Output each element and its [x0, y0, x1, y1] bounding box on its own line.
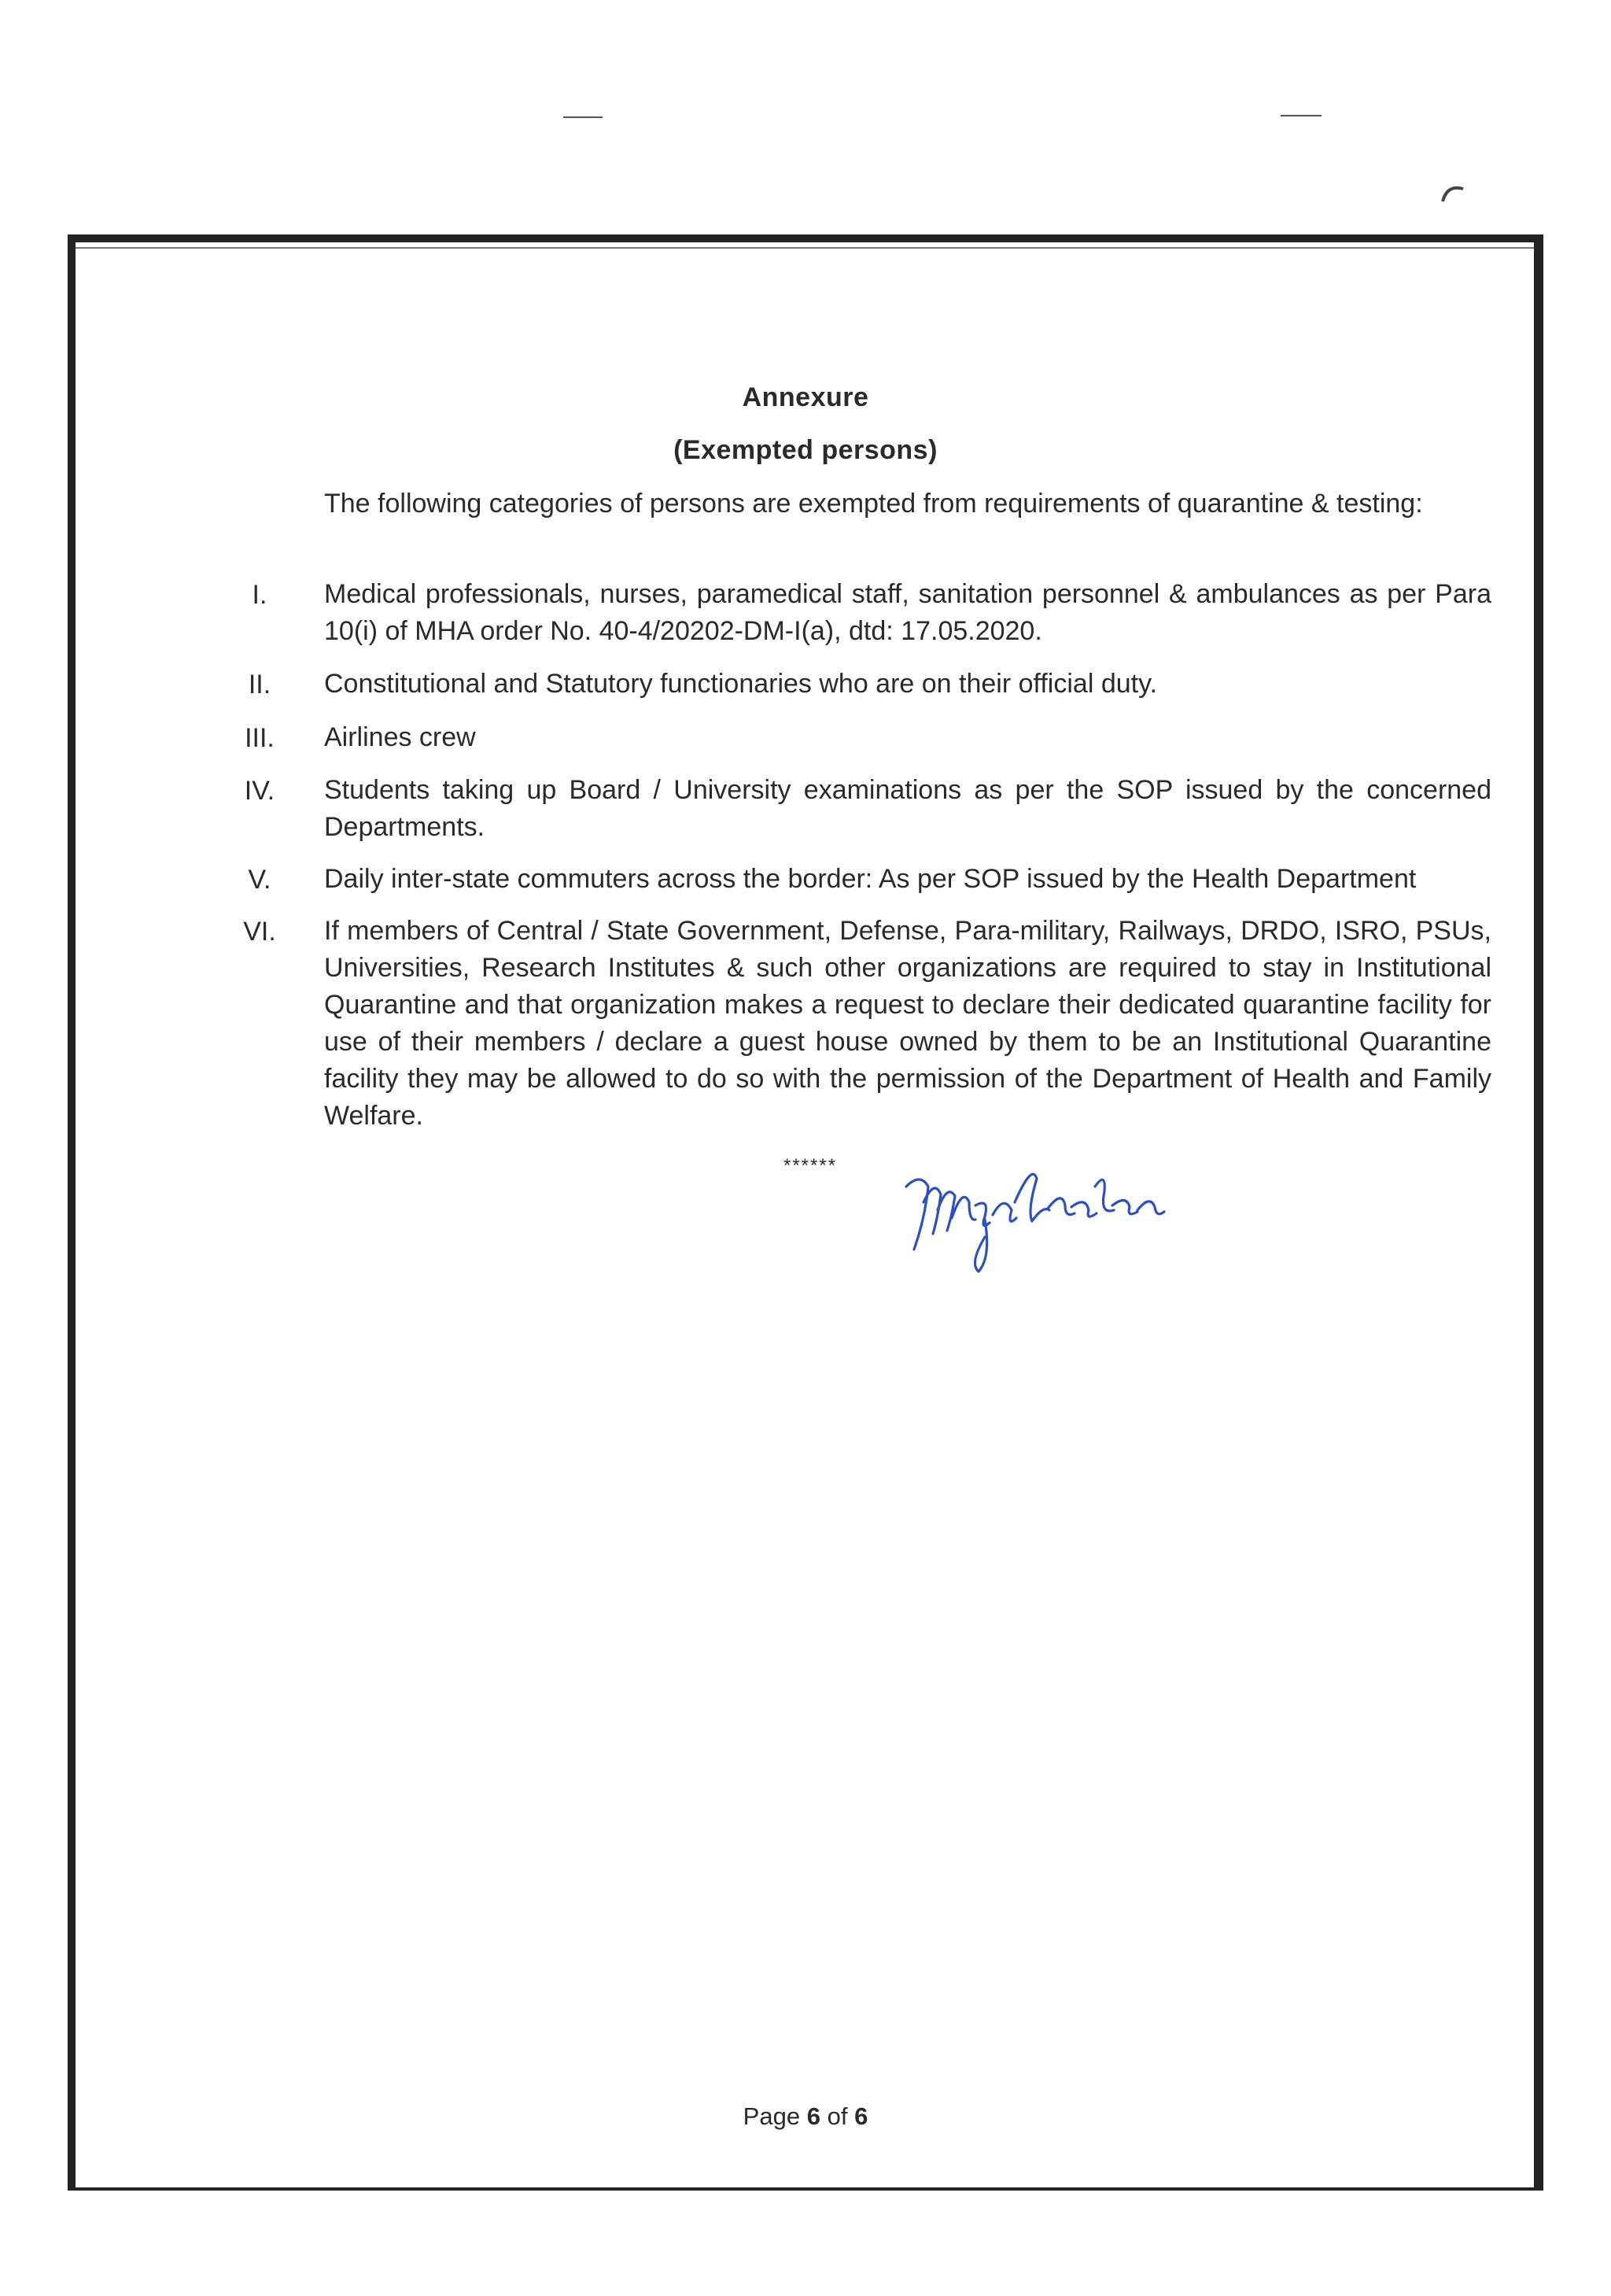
handwritten-signature [897, 1155, 1211, 1273]
list-numeral: VI. [243, 917, 276, 947]
list-item-text: Medical professionals, nurses, paramedical staff, sanitation personnel & ambulances as per Para 10(i) of MHA order No. 40-4/20202-DM-I(a), dtd: 17.05.2020. [324, 579, 1491, 646]
separator-stars: ****** [783, 1155, 838, 1176]
list-numeral: II. [248, 670, 271, 700]
list-item-text: Daily inter-state commuters across the border: As per SOP issued by the Health Department [324, 864, 1417, 894]
border-inner-line [76, 247, 1534, 249]
scan-mark-right [1281, 115, 1322, 116]
page-of-label: of [827, 2102, 848, 2130]
page-total: 6 [854, 2102, 868, 2130]
list-numeral: I. [252, 580, 267, 610]
page-label: Page [743, 2102, 801, 2130]
list-item-text: Airlines crew [324, 722, 476, 752]
annexure-title: Annexure [742, 382, 869, 412]
list-item-text: Students taking up Board / University examinations as per the SOP issued by the concerned Departments. [324, 775, 1491, 842]
page-current: 6 [806, 2102, 820, 2130]
scan-mark-left [563, 116, 603, 118]
list-item-text: Constitutional and Statutory functionaries who are on their official duty. [324, 669, 1158, 699]
list-numeral: V. [248, 865, 271, 895]
list-item-text: If members of Central / State Government, Defense, Para-military, Railways, DRDO, ISRO, PSUs, Universities, Research Institutes & such other organizations are required to stay in Institutional Quarantine and that organization makes a request to declare their dedicated quarantine facility for use of their members / declare a guest house owned by them to be an Institutional Quarantine facility they may be allowed to do so with the permission of the Department of Health and Family Welfare. [324, 916, 1491, 1131]
intro-paragraph: The following categories of persons are exempted from requirements of quarantine & testing: [324, 489, 1423, 519]
scan-mark-corner [1440, 181, 1471, 212]
page-border [68, 234, 1543, 2191]
page-footer [0, 2102, 1611, 2131]
list-numeral: IV. [244, 776, 275, 806]
annexure-subtitle: (Exempted persons) [673, 435, 938, 465]
list-numeral: III. [245, 723, 275, 753]
